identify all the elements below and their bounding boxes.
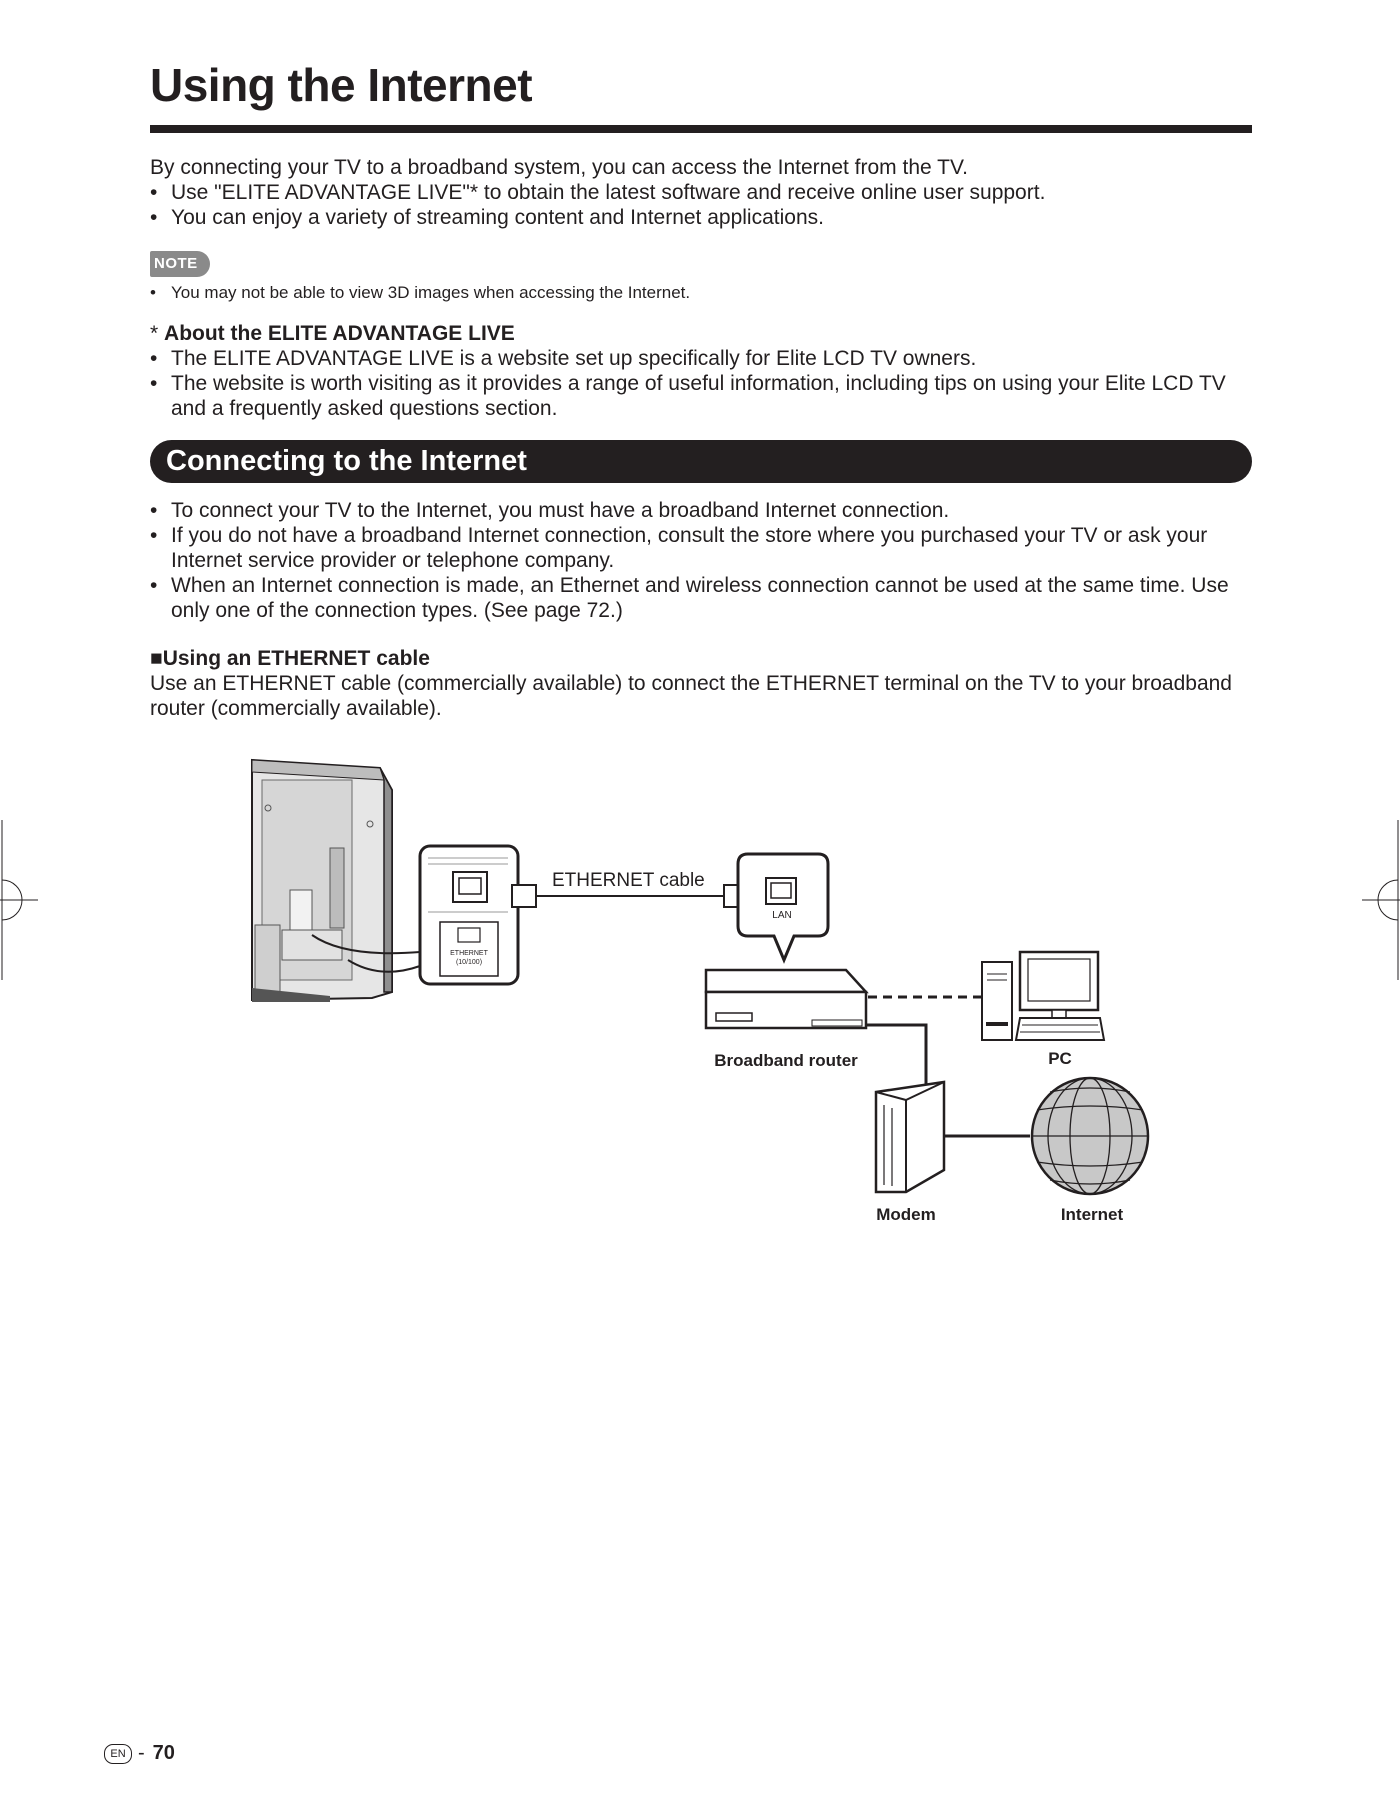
tv-illustration — [252, 760, 392, 1002]
about-bullet: • The website is worth visiting as it provides a range of useful information, including tips on using your Elite LCD TV and a frequently asked questions section. — [150, 371, 1260, 421]
section-heading: Connecting to the Internet — [150, 440, 1252, 483]
about-asterisk: * — [150, 322, 159, 345]
intro-bullet: • Use "ELITE ADVANTAGE LIVE"* to obtain the latest software and receive online user support. — [150, 180, 1260, 205]
about-heading: About the ELITE ADVANTAGE LIVE — [164, 322, 515, 345]
modem-illustration — [876, 1082, 944, 1192]
broadband-router-illustration — [706, 970, 866, 1028]
note-item: • You may not be able to view 3D images when accessing the Internet. — [150, 282, 1250, 304]
connection-diagram — [0, 740, 1400, 1240]
internet-label: Internet — [1060, 1205, 1124, 1224]
section-bullet: • If you do not have a broadband Internet connection, consult the store where you purchased your TV or ask your Internet service provider or telephone company. — [150, 523, 1260, 573]
intro-text: By connecting your TV to a broadband system, you can access the Internet from the TV. — [150, 156, 968, 179]
about-bullet: • The ELITE ADVANTAGE LIVE is a website set up specifically for Elite LCD TV owners. — [150, 346, 1260, 371]
pc-illustration — [982, 952, 1104, 1040]
note-list — [150, 282, 1250, 304]
cable-label: ETHERNET cable — [552, 870, 705, 891]
about-heading-line — [150, 321, 1260, 346]
section-bullets — [150, 498, 1260, 623]
lan-label: LAN — [772, 910, 792, 921]
pc-label: PC — [1048, 1049, 1072, 1068]
page-number-value: 70 — [152, 1742, 175, 1764]
intro-bullet: • You can enjoy a variety of streaming content and Internet applications. — [150, 205, 1260, 230]
port-label: (10/100) — [455, 959, 483, 966]
lan-port-callout — [738, 854, 828, 960]
intro-block — [150, 155, 1260, 230]
registration-mark-left — [0, 820, 40, 980]
note-badge: NOTE — [150, 251, 210, 277]
square-marker-icon: ■ — [150, 647, 163, 670]
page-title: Using the Internet — [150, 59, 533, 111]
section-bullet: • To connect your TV to the Internet, you must have a broadband Internet connection. — [150, 498, 1260, 523]
ethernet-port-callout — [420, 846, 518, 984]
ethernet-heading-line — [150, 646, 1260, 671]
page-number-separator: - — [138, 1742, 145, 1764]
globe-icon — [1032, 1078, 1148, 1194]
about-block — [150, 321, 1260, 421]
page-number — [104, 1742, 175, 1765]
language-badge: EN — [104, 1744, 132, 1764]
modem-label: Modem — [876, 1205, 936, 1224]
ethernet-block — [150, 646, 1260, 721]
registration-mark-right — [1360, 820, 1400, 980]
section-bullet: • When an Internet connection is made, an Ethernet and wireless connection cannot be used at the same time. Use only one of the connection types. (See page 72.) — [150, 573, 1260, 623]
port-label: ETHERNET — [450, 950, 488, 957]
ethernet-text: Use an ETHERNET cable (commercially available) to connect the ETHERNET terminal on the TV to your broadband router (commercially available). — [150, 672, 1232, 720]
router-label: Broadband router — [714, 1051, 858, 1070]
ethernet-heading: Using an ETHERNET cable — [162, 647, 430, 670]
title-rule — [150, 125, 1252, 133]
